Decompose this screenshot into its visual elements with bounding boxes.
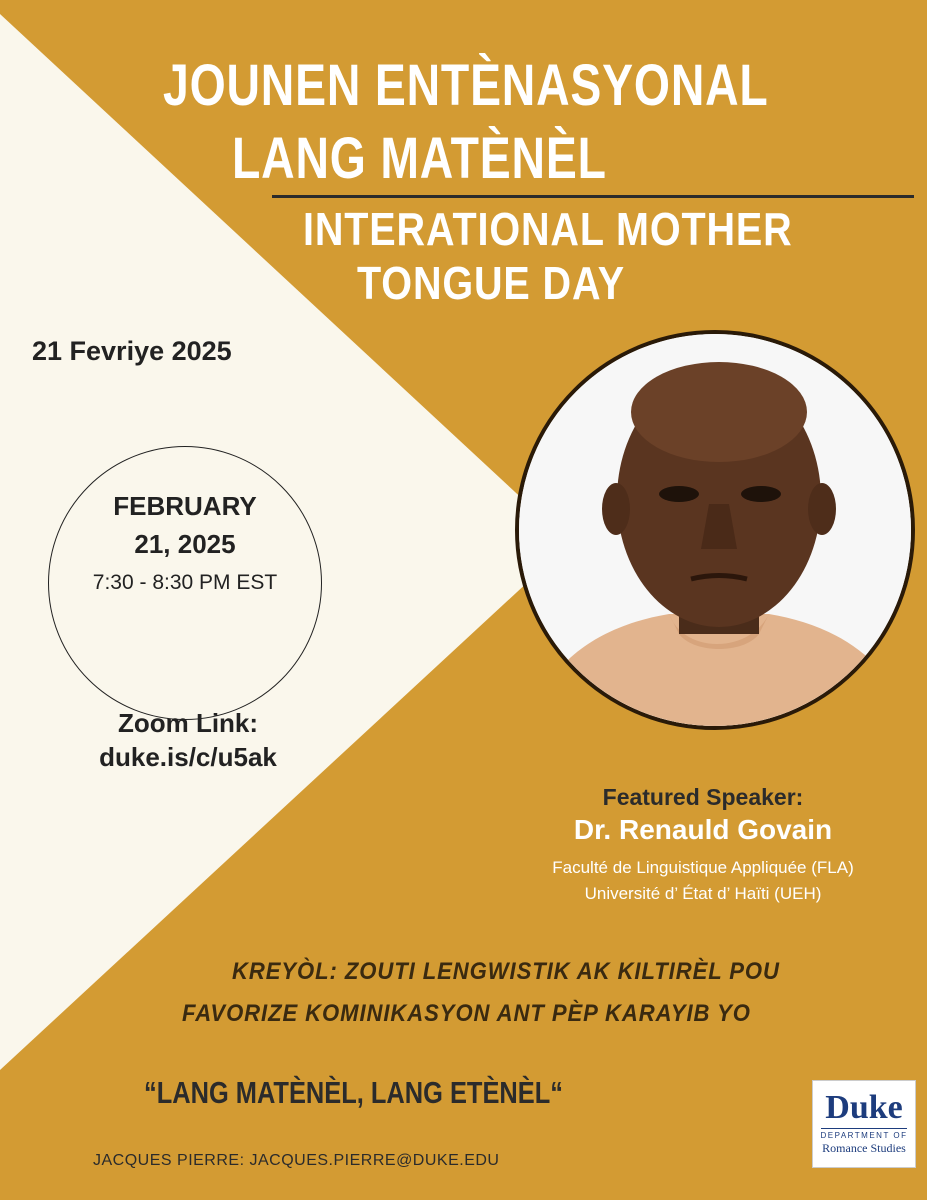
speaker-photo (515, 330, 915, 730)
title-english-line1: INTERATIONAL MOTHER (303, 203, 793, 255)
zoom-link-label: Zoom Link: (117, 708, 259, 738)
logo-divider (821, 1128, 907, 1129)
speaker-affiliation-faculty: Faculté de Linguistique Appliquée (FLA) (552, 858, 854, 877)
zoom-link-url[interactable]: duke.is/c/u5ak (99, 742, 277, 772)
event-date-month: FEBRUARY (113, 491, 257, 521)
duke-romance-studies-logo (812, 1080, 916, 1168)
title-kreyol-line2: LANG MATÈNÈL (232, 126, 607, 191)
logo-department-name: Romance Studies (822, 1141, 906, 1155)
title-english-line2: TONGUE DAY (357, 257, 626, 309)
talk-topic-line1: KREYÒL: ZOUTI LENGWISTIK AK KILTIRÈL POU (232, 958, 780, 985)
event-time: 7:30 - 8:30 PM EST (92, 571, 278, 594)
event-date-day-year: 21, 2025 (134, 529, 236, 559)
logo-department-label: DEPARTMENT OF (820, 1131, 908, 1140)
featured-speaker-label: Featured Speaker: (602, 784, 804, 810)
talk-topic-line2: FAVORIZE KOMINIKASYON ANT PÈP KARAYIB YO (182, 1000, 751, 1027)
speaker-affiliation-university: Université d’ État d’ Haïti (UEH) (584, 884, 822, 903)
title-divider (272, 195, 914, 198)
speaker-portrait-illustration (519, 334, 911, 726)
contact-info[interactable]: JACQUES PIERRE: JACQUES.PIERRE@DUKE.EDU (93, 1152, 500, 1169)
event-date-kreyol: 21 Fevriye 2025 (32, 336, 232, 366)
speaker-name: Dr. Renauld Govain (573, 814, 833, 845)
logo-wordmark: Duke (825, 1089, 903, 1126)
title-kreyol-line1: JOUNEN ENTÈNASYONAL (163, 53, 769, 118)
event-slogan: “LANG MATÈNÈL, LANG ETÈNÈL“ (144, 1075, 563, 1110)
